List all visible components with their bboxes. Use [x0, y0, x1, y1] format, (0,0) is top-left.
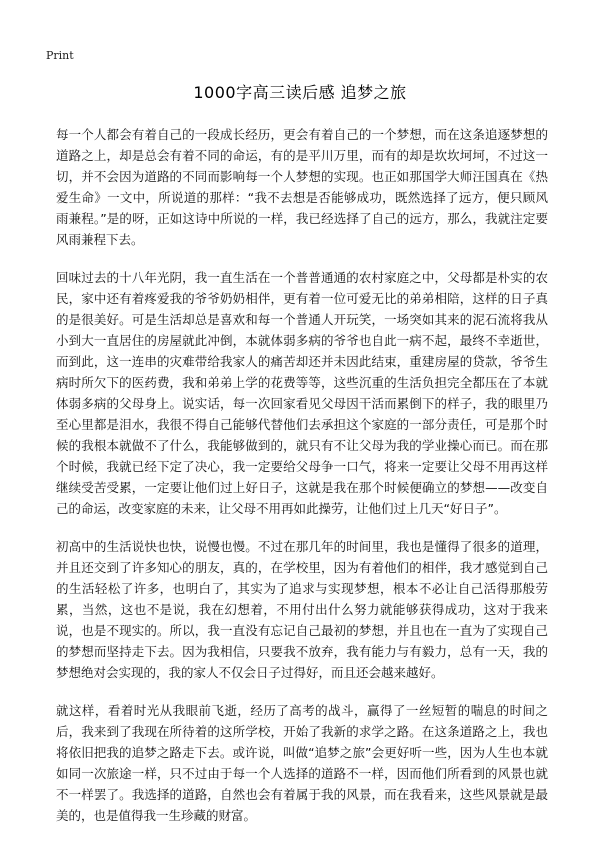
paragraph: 初高中的生活说快也快，说慢也慢。不过在那几年的时间里，我也是懂得了很多的道理，并且还交到了许多知心的朋友，真的，在学校里，因为有着他们的相伴，我才感觉到自己的生活轻松了许多，也明白了，其实为了追求与实现梦想，根本不必让自己活得那般劳累，当然，这也不是说，我在幻想着，不用付出什么努力就能够获得成功，这对于我来说，也是不现实的。所以，我一直没有忘记自己最初的梦想，并且也在一直为了实现自己的梦想而坚持走下去。因为我相信，只要我不放弃，我有能力与有毅力，总有一天，我的梦想绝对会实现的，我的家人不仅会日子过得好，而且还会越来越好。 — [56, 539, 548, 680]
article-body — [56, 124, 548, 843]
page-title: 1000字高三读后感 追梦之旅 — [193, 83, 407, 102]
paragraph: 就这样，看着时光从我眼前飞逝，经历了高考的战斗，赢得了一丝短暂的喘息的时间之后，我来到了我现在所待着的这所学校，开始了我新的求学之路。在这条道路之上，我也将依旧把我的追梦之路走下去。或许说，叫做“追梦之旅”会更好听一些，因为人生也本就如同一次旅途一样，只不过由于每一个人选择的道路不一样，因而他们所看到的风景也就不一样罢了。我选择的道路，自然也会有着属于我的风景，而在我看来，这些风景就是最美的，也是值得我一生珍藏的财富。 — [56, 703, 548, 823]
paragraph: 每一个人都会有着自己的一段成长经历，更会有着自己的一个梦想，而在这条追逐梦想的道路之上，却是总会有着不同的命运，有的是平川万里，而有的却是坎坎坷坷，不过这一切，并不会因为道路的不同而影响每一个人梦想的实现。也正如那国学大师汪国真在《热爱生命》一文中，所说道的那样：“我不去想是否能够成功，既然选择了远方，便只顾风雨兼程。”是的呀，正如这诗中所说的一样，我已经选择了自己的远方，那么，我就注定要风雨兼程下去。 — [56, 127, 548, 247]
paragraph: 回味过去的十八年光阴，我一直生活在一个普普通通的农村家庭之中，父母都是朴实的农民，家中还有着疼爱我的爷爷奶奶相伴，更有着一位可爱无比的弟弟相陪，这样的日子真的是很美好。可是生活却总是喜欢和每一个普通人开玩笑，一场突如其来的泥石流将我从小到大一直居住的房屋就此冲倒，本就体弱多病的爷爷也自此一病不起，最终不幸逝世，而到此，这一连串的灾难带给我家人的痛苦却还并未因此结束，重建房屋的贷款，爷爷生病时所欠下的医药费，我和弟弟上学的花费等等，这些沉重的生活负担完全都压在了本就体弱多病的父母身上。说实话，每一次回家看见父母因干活而累倒下的样子，我的眼里乃至心里都是泪水，我很不得自己能够代替他们去承担这个家庭的一部分责任，可是那个时候的我根本就做不了什么，我能够做到的，就只有不让父母为我的学业操心而已。而在那个时候，我就已经下定了决心，我一定要给父母争一口气，将来一定要让父母不用再这样继续受苦受累，一定要让他们过上好日子，这就是我在那个时候便确立的梦想——改变自己的命运，改变家庭的未来，让父母不用再如此操劳，让他们过上几天“好日子”。 — [56, 270, 548, 516]
print-link[interactable]: Print — [46, 49, 74, 62]
